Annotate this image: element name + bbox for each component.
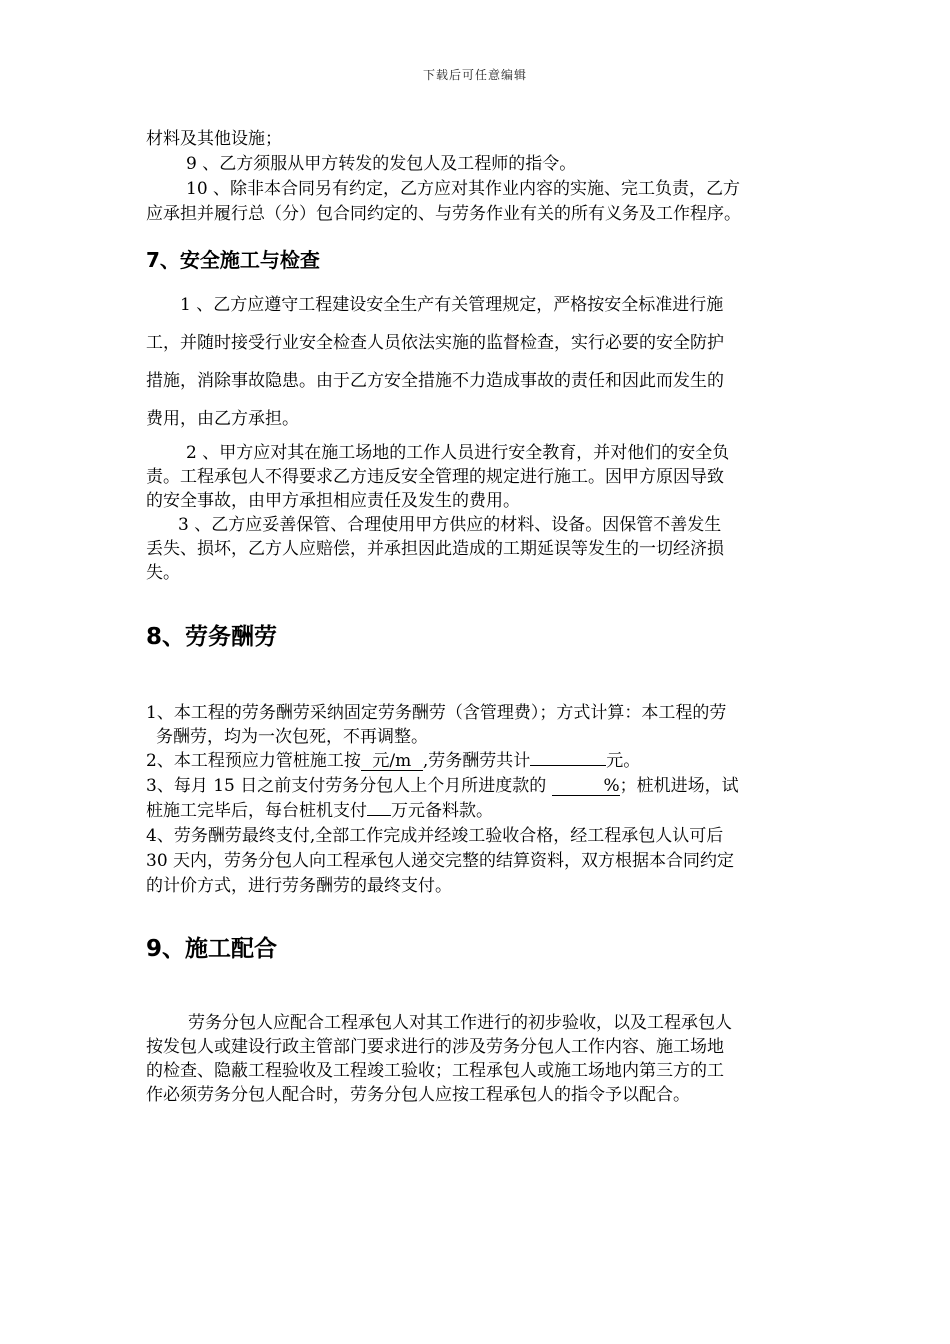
- s7-p1-line-1: 1 、乙方应遵守工程建设安全生产有关管理规定，严格按安全标准进行施: [180, 295, 724, 315]
- s8-item2-text-b: ,劳务酬劳共计: [422, 751, 531, 771]
- s7-p2-line-3: 的安全事故，由甲方承担相应责任及发生的费用。: [146, 491, 520, 511]
- total-price-blank: [530, 765, 606, 766]
- s7-p1-line-4: 费用，由乙方承担。: [146, 409, 299, 429]
- s7-p1-line-3: 措施，消除事故隐患。由于乙方安全措施不力造成事故的责任和因此而发生的: [146, 371, 724, 391]
- section-7-heading: 7、安全施工与检查: [146, 248, 320, 272]
- page-header: 下载后可任意编辑: [422, 68, 527, 82]
- s8-item3-line-1: [146, 775, 739, 797]
- s9-line-3: 的检查、隐蔽工程验收及工程竣工验收；工程承包人或施工场地内第三方的工: [146, 1061, 724, 1081]
- prep-fee-blank: [367, 815, 391, 816]
- intro-line-2: 9 、乙方须服从甲方转发的发包人及工程师的指令。: [186, 154, 577, 174]
- s8-item1-line-1: 1、本工程的劳务酬劳采纳固定劳务酬劳（含管理费）；方式计算：本工程的劳: [146, 703, 727, 723]
- section-8-heading: 8、劳务酬劳: [146, 624, 278, 650]
- intro-line-4: 应承担并履行总（分）包合同约定的、与劳务作业有关的所有义务及工作程序。: [146, 204, 741, 224]
- s7-p2-line-2: 责。工程承包人不得要求乙方违反安全管理的规定进行施工。因甲方原因导致: [146, 467, 724, 487]
- s8-item2-text-c: 元。: [606, 751, 641, 771]
- s9-line-1: 劳务分包人应配合工程承包人对其工作进行的初步验收，以及工程承包人: [188, 1013, 732, 1033]
- s8-item4-line-1: 4、劳务酬劳最终支付,全部工作完成并经竣工验收合格，经工程承包人认可后: [146, 826, 724, 846]
- s8-item4-line-3: 的计价方式，进行劳务酬劳的最终支付。: [146, 876, 452, 896]
- percent-blank: %: [552, 777, 620, 796]
- s7-p3-line-3: 失。: [146, 563, 180, 583]
- intro-line-1: 材料及其他设施；: [146, 129, 282, 149]
- s7-p1-line-2: 工，并随时接受行业安全检查人员依法实施的监督检查，实行必要的安全防护: [146, 333, 724, 353]
- section-9-heading: 9、施工配合: [146, 936, 278, 962]
- s7-p3-line-1: 3 、乙方应妥善保管、合理使用甲方供应的材料、设备。因保管不善发生: [178, 515, 722, 535]
- unit-price-blank: 元/m: [361, 752, 423, 771]
- s8-item2: [146, 750, 640, 772]
- s8-item3-text-a: 3、每月 15 日之前支付劳务分包人上个月所进度款的: [146, 776, 552, 796]
- s9-line-2: 按发包人或建设行政主管部门要求进行的涉及劳务分包人工作内容、施工场地: [146, 1037, 724, 1057]
- s7-p3-line-2: 丢失、损坏，乙方人应赔偿，并承担因此造成的工期延误等发生的一切经济损: [146, 539, 724, 559]
- s8-item3-text-c: 桩施工完毕后，每台桩机支付: [146, 801, 367, 821]
- s8-item4-line-2: 30 天内，劳务分包人向工程承包人递交完整的结算资料，双方根据本合同约定: [146, 851, 735, 871]
- s8-item1-line-2: 务酬劳，均为一次包死，不再调整。: [156, 727, 428, 747]
- s8-item2-text-a: 2、本工程预应力管桩施工按: [146, 751, 361, 771]
- s8-item3-text-d: 万元备料款。: [391, 801, 493, 821]
- intro-line-3: 10 、除非本合同另有约定，乙方应对其作业内容的实施、完工负责，乙方: [186, 179, 741, 199]
- s9-line-4: 作必须劳务分包人配合时，劳务分包人应按工程承包人的指令予以配合。: [146, 1085, 690, 1105]
- s8-item3-line-2: [146, 800, 493, 822]
- s8-item3-text-b: ；桩机进场，试: [619, 776, 739, 796]
- s7-p2-line-1: 2 、甲方应对其在施工场地的工作人员进行安全教育，并对他们的安全负: [186, 443, 730, 463]
